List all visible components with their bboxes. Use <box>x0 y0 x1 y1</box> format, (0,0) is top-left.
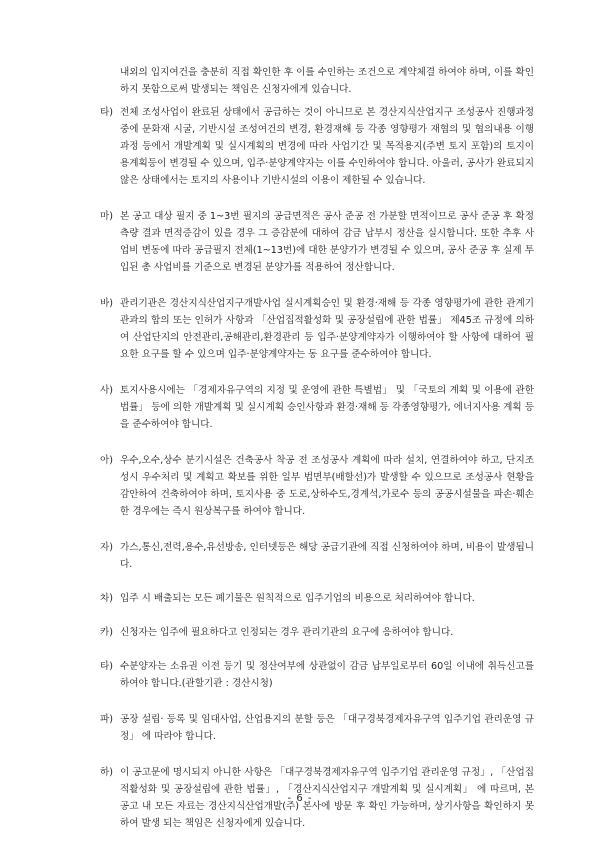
clause-label: 사) <box>100 385 114 396</box>
clause-ja <box>84 539 534 573</box>
clause-label: 마) <box>100 211 114 222</box>
clause-text: 가스,통신,전력,용수,유선방송, 인터넷등은 해당 공급기관에 직접 신청하여야 하며, 비용이 발생됩니다. <box>120 542 534 570</box>
clause-label: 하) <box>100 767 114 778</box>
clause-label: 타) <box>100 107 114 118</box>
clause-text: 본 공고 대상 필지 중 1~3번 필지의 공급면적은 공사 준공 전 가분할 면적이므로 공사 준공 후 확정측량 결과 면적증감이 있을 경우 그 증감분에 대하여 감금 납부시 정산을 실시합니다. 또한 추후 사업비 변동에 따라 공급필지 전체(1~13번)에 대한 분양가가 변경될 수 있으며, 공사 준공 후 실제 투입된 총 사업비를 기준으로 변경된 분양가를 적용하여 정산합니다. <box>120 211 534 273</box>
clause-label: 카) <box>100 627 114 638</box>
clause-text: 우수,오수,상수 분기시설은 건축공사 착공 전 조성공사 계획에 따라 설치, 연결하여야 하고, 단지조성시 우수처리 및 계획고 확보를 위한 일부 법면부(배할선)가 발생할 수 있으므로 조성공사 현황을 감안하여 건축하여야 하며, 토지사용 중 도로,상하수도,경계석,가로수 등의 공공시설물을 파손·훼손한 경우에는 즉시 원상복구를 하여야 합니다. <box>120 455 534 517</box>
document-body <box>84 64 534 851</box>
clause-text: 이 공고문에 명시되지 아니한 사항은 「대구경북경제자유구역 입주기업 관리운영 규정」, 「산업집적활성화 및 공장설립에 관한 법률」, 「경산지식산업지구 개발계획 및 실시계획」 에 따르며, 본 공고 내 모든 자료는 경산지식산업개발(주) 본사에 방문 후 확인 가능하며, 상기사항을 확인하지 못하여 발생 되는 책임은 신청자에게 있습니다. <box>120 767 534 829</box>
clause-text: 공장 설립· 등록 및 임대사업, 산업용지의 분할 등은 「대구경북경제자유구역 입주기업 관리운영 규정」 에 따라야 합니다. <box>120 714 534 742</box>
clause-text: 토지사용시에는 「경제자유구역의 지정 및 운영에 관한 특별법」 및 「국토의 계획 및 이용에 관한 법률」 등에 의한 개발계획 및 실시계획 승인사항과 환경·재해 등 각종영향평가, 에너지사용 계획 등을 준수하여야 합니다. <box>120 385 534 430</box>
clause-text: 신청자는 입주에 필요하다고 인정되는 경우 관리기관의 요구에 응하여야 합니다. <box>120 627 454 638</box>
clause-cha <box>84 590 534 607</box>
clause-a <box>84 452 534 520</box>
clause-text: 전체 조성사업이 완료된 상태에서 공급하는 것이 아니므로 본 경산지식산업지구 조성공사 진행과정 중에 문화재 시굴, 기반시설 조성여건의 변경, 환경재해 등 각종 영향평가 재협의 및 협의내용 이행과정 등에서 개발계획 및 실시계획의 변경에 따라 사업기간 및 목적용지(주변 토지 포함)의 토지이용계획등이 변경될 수 있으며, 입주·분양계약자는 이를 수인하여야 합니다. 아울러, 공사가 완료되지 않은 상태에서는 토지의 사용이나 기반시설의 이용이 제한될 수 있습니다. <box>120 107 534 186</box>
clause-ta-2 <box>84 658 534 692</box>
clause-label: 파) <box>100 714 114 725</box>
clause-ta-1 <box>84 104 534 189</box>
clause-ma <box>84 208 534 276</box>
clause-sa <box>84 382 534 433</box>
clause-ba <box>84 295 534 363</box>
clause-label: 타) <box>100 661 114 672</box>
clause-pa <box>84 711 534 745</box>
page-number: - 6 - <box>287 793 313 804</box>
continuation-paragraph: 내외의 입지여건을 충분히 직접 확인한 후 이를 수인하는 조건으로 계약체결 하여야 하며, 이를 확인하지 못함으로써 발생되는 책임은 신청자에게 있습니다. <box>120 67 534 95</box>
clause-text: 입주 시 배출되는 모든 폐기물은 원칙적으로 입주기업의 비용으로 처리하여야 합니다. <box>120 593 475 604</box>
clause-label: 아) <box>100 455 114 466</box>
clause-ka <box>84 624 534 641</box>
clause-text: 수분양자는 소유권 이전 등기 및 정산여부에 상관없이 감금 납부일로부터 60일 이내에 취득신고를 하여야 합니다.(관할기관 : 경산시청) <box>120 661 534 689</box>
clause-label: 자) <box>100 542 114 553</box>
clause-text: 관리기관은 경산지식산업지구개발사업 실시계획승인 및 환경·재해 등 각종 영향평가에 관한 관계기관과의 합의 또는 인허가 사항과 「산업집적활성화 및 공장설립에 관한 법률」 제45조 규정에 의하여 산업단지의 안전관리,공해관리,환경관리 등 입주·분양계약자가 이행하여야 할 사항에 대하여 필요한 요구를 할 수 있으며 입주·분양계약자는 동 요구를 준수하여야 합니다. <box>120 298 534 360</box>
clause-label: 바) <box>100 298 114 309</box>
clause-label: 차) <box>100 593 114 604</box>
